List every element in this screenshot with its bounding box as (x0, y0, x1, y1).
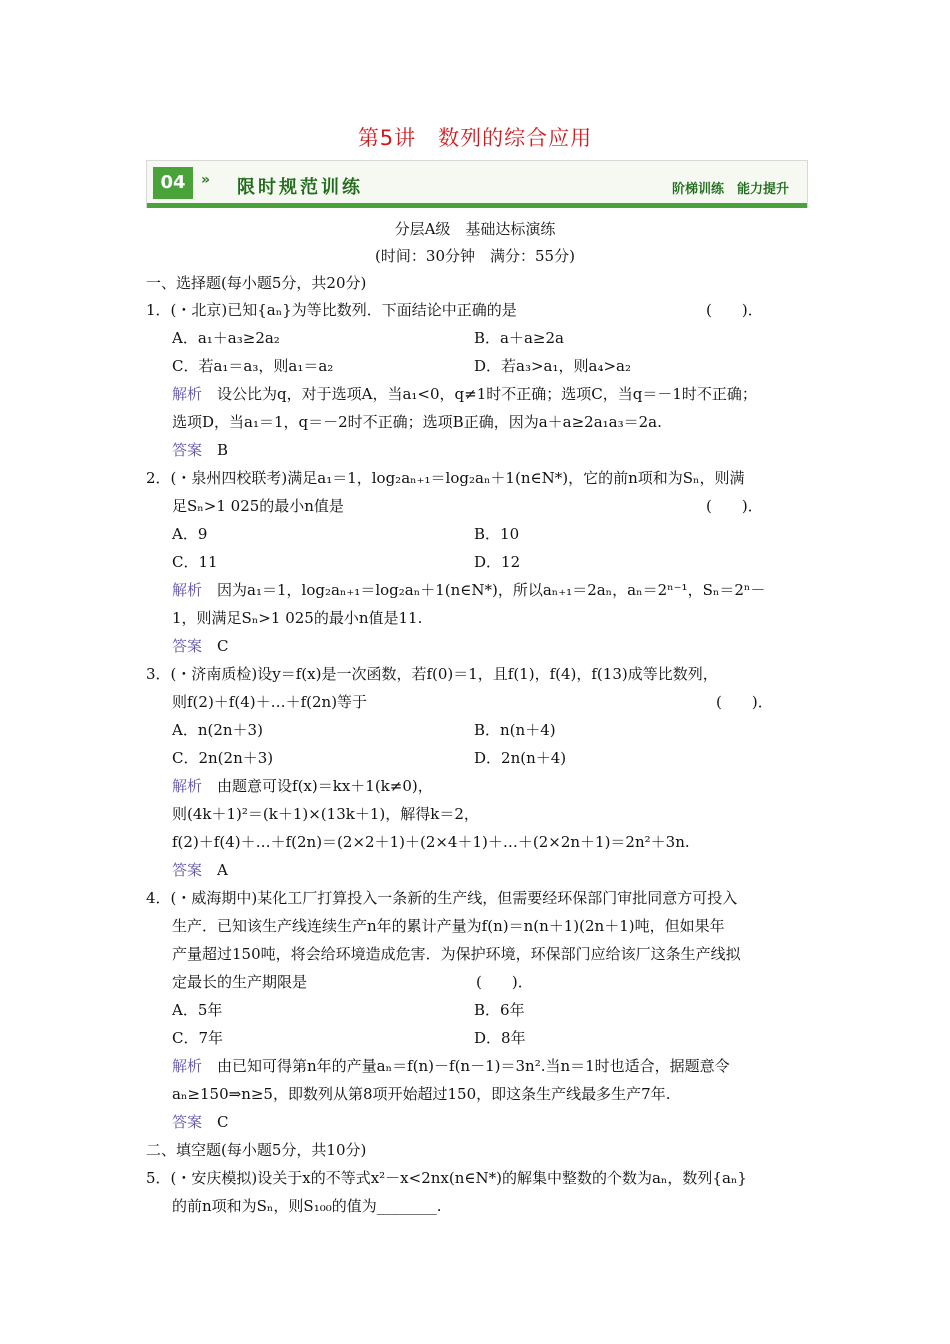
q3-stem-line2: 则f(2)＋f(4)＋…＋f(2n)等于 (172, 693, 368, 711)
q3-analysis-line2: 则(4k＋1)²＝(k＋1)×(13k＋1)，解得k＝2， (172, 805, 479, 823)
q3-analysis-line1 (172, 775, 433, 796)
q3-analysis-line3: f(2)＋f(4)＋…＋f(2n)＝(2×2＋1)＋(2×4＋1)＋…＋(2×2n＋1)＝2n²＋3n. (172, 833, 690, 851)
analysis-label: 解析 (172, 777, 203, 795)
q2-analysis-line1 (172, 579, 765, 600)
q1-answer-value: B (202, 441, 229, 459)
level-heading: 分层A级 基础达标演练 (394, 220, 556, 238)
banner-subheading: 阶梯训练 能力提升 (671, 182, 789, 197)
time-info: (时间：30分钟 满分：55分) (375, 247, 575, 265)
q1-option-b: B．a＋a≥2a (474, 329, 564, 347)
q4-stem-line3: 产量超过150吨，将会给环境造成危害．为保护环境，环保部门应给该厂这条生产线拟 (172, 945, 741, 963)
q4-answer-value: C (202, 1113, 229, 1131)
q3-stem-line1: 3．(・济南质检)设y＝f(x)是一次函数，若f(0)＝1，且f(1)，f(4)，f(13)成等比数列， (146, 665, 718, 683)
section-fill-heading: 二、填空题(每小题5分，共10分) (146, 1141, 367, 1159)
q1-option-d: D．若a₃>a₁，则a₄>a₂ (474, 357, 631, 375)
banner-heading: 限时规范训练 (237, 177, 363, 198)
q4-stem-line1: 4．(・威海期中)某化工厂打算投入一条新的生产线，但需要经环保部门审批同意方可投入 (146, 889, 738, 907)
q4-option-a: A．5年 (172, 1001, 223, 1019)
q3-option-d: D．2n(n＋4) (474, 749, 567, 767)
q4-analysis-text1: 由已知可得第n年的产量aₙ＝f(n)－f(n－1)＝3n².当n＝1时也适合，据题意令 (202, 1057, 730, 1075)
banner-underline (147, 203, 807, 208)
q5-stem-line2: 的前n项和为Sₙ，则S₁₀₀的值为________. (172, 1197, 442, 1215)
section-choice-heading: 一、选择题(每小题5分，共20分) (146, 274, 367, 292)
answer-label: 答案 (172, 861, 203, 879)
q2-stem-line2: 足Sₙ>1 025的最小n值是 (172, 497, 344, 515)
banner-arrows: » (201, 172, 211, 188)
q2-answer (172, 635, 229, 656)
q1-option-c: C．若a₁＝a₃，则a₁＝a₂ (172, 357, 334, 375)
q3-answer-blank: ( )． (716, 693, 773, 711)
q3-option-c: C．2n(2n＋3) (172, 749, 274, 767)
q3-option-a: A．n(2n＋3) (172, 721, 263, 739)
q2-analysis-line2: 1，则满足Sₙ>1 025的最小n值是11. (172, 609, 423, 627)
q5-stem-line1: 5．(・安庆模拟)设关于x的不等式x²－x<2nx(n∈N*)的解集中整数的个数为aₙ，数列{aₙ} (146, 1169, 747, 1187)
analysis-label: 解析 (172, 1057, 203, 1075)
q1-answer (172, 439, 228, 460)
q2-option-a: A．9 (172, 525, 208, 543)
q2-option-b: B．10 (474, 525, 520, 543)
q4-analysis-line2: aₙ≥150⇒n≥5，即数列从第8项开始超过150，即这条生产线最多生产7年. (172, 1085, 671, 1103)
q4-analysis-line1 (172, 1055, 730, 1076)
q1-analysis-text1: 设公比为q，对于选项A，当a₁<0，q≠1时不正确；选项C，当q＝－1时不正确； (202, 385, 757, 403)
q3-answer-value: A (202, 861, 228, 879)
q2-option-c: C．11 (172, 553, 218, 571)
q3-answer (172, 859, 228, 880)
q1-option-a: A．a₁＋a₃≥2a₂ (172, 329, 280, 347)
page-title: 第5讲 数列的综合应用 (357, 126, 593, 150)
q1-analysis-line2: 选项D，当a₁＝1，q＝－2时不正确；选项B正确，因为a＋a≥2a₁a₃＝2a. (172, 413, 662, 431)
q4-stem-line4: 定最长的生产期限是 (172, 973, 308, 991)
answer-label: 答案 (172, 441, 203, 459)
q4-option-b: B．6年 (474, 1001, 525, 1019)
q1-answer-blank: ( )． (706, 301, 763, 319)
q4-option-c: C．7年 (172, 1029, 224, 1047)
banner-number: 04 (153, 167, 193, 199)
q3-option-b: B．n(n＋4) (474, 721, 556, 739)
section-banner (146, 160, 808, 208)
q1-analysis-line1 (172, 383, 757, 404)
q2-stem-line1: 2．(・泉州四校联考)满足a₁＝1，log₂aₙ₊₁＝log₂aₙ＋1(n∈N*)，它的前n项和为Sₙ，则满 (146, 469, 745, 487)
answer-label: 答案 (172, 1113, 203, 1131)
q1-stem: 1．(・北京)已知{aₙ}为等比数列．下面结论中正确的是 (146, 301, 517, 319)
q4-answer-blank: ( )． (476, 973, 533, 991)
q2-answer-blank: ( )． (706, 497, 763, 515)
q4-option-d: D．8年 (474, 1029, 526, 1047)
q2-option-d: D．12 (474, 553, 521, 571)
answer-label: 答案 (172, 637, 203, 655)
q2-answer-value: C (202, 637, 229, 655)
q4-answer (172, 1111, 229, 1132)
q3-analysis-text1: 由题意可设f(x)＝kx＋1(k≠0)， (202, 777, 433, 795)
q4-stem-line2: 生产．已知该生产线连续生产n年的累计产量为f(n)＝n(n＋1)(2n＋1)吨，但如果年 (172, 917, 725, 935)
q2-analysis-text1: 因为a₁＝1，log₂aₙ₊₁＝log₂aₙ＋1(n∈N*)，所以aₙ₊₁＝2aₙ，aₙ＝2ⁿ⁻¹，Sₙ＝2ⁿ－ (202, 581, 766, 599)
analysis-label: 解析 (172, 385, 203, 403)
analysis-label: 解析 (172, 581, 203, 599)
